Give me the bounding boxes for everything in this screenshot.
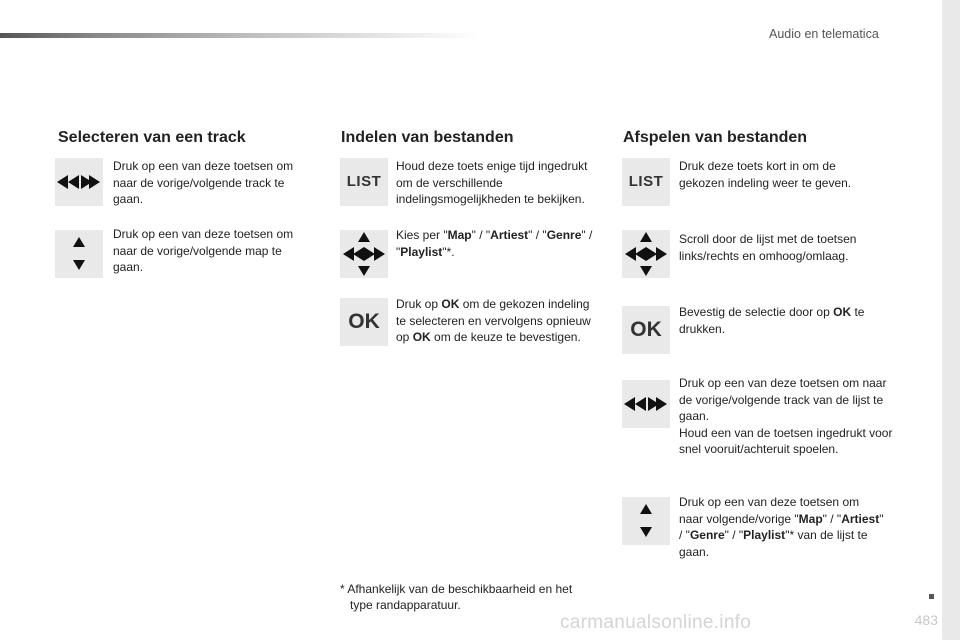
prev-next-icon	[55, 158, 103, 206]
prev-next-icon	[622, 380, 670, 428]
header-rule	[0, 33, 480, 38]
column-title-organise-files: Indelen van bestanden	[341, 129, 514, 146]
page-dot	[929, 594, 934, 599]
section-label: Audio en telematica	[769, 27, 879, 41]
select-track-row-2-text: Druk op een van deze toetsen om naar de vorige/volgende map te gaan.	[113, 227, 294, 274]
footnote: * Afhankelijk van de beschikbaarheid en het type randapparatuur.	[340, 582, 573, 612]
play-row-5-text: Druk op een van deze toetsen om naar volgende/vorige "Map" / "Artiest" / "Genre" / "Playlist"* van de lijst te gaan.	[679, 495, 884, 559]
up-down-icon	[55, 230, 103, 278]
organise-row-3-text: Druk op OK om de gekozen indeling te selecteren en vervolgens opnieuw op OK om de keuze te bevestigen.	[396, 297, 591, 344]
page-side-strip	[942, 0, 960, 640]
ok-button: OK	[622, 306, 670, 354]
up-down-icon	[622, 497, 670, 545]
page-number: 483	[914, 612, 938, 628]
list-button: LIST	[340, 158, 388, 206]
organise-row-2-text: Kies per "Map" / "Artiest" / "Genre" / "Playlist"*.	[396, 228, 593, 259]
list-button: LIST	[622, 158, 670, 206]
ok-button: OK	[340, 298, 388, 346]
watermark-text: carmanualsonline.info	[560, 612, 752, 633]
play-row-4-text: Druk op een van deze toetsen om naar de vorige/volgende track van de lijst te gaan. Houd een van de toetsen ingedrukt voor snel vooruit/achteruit spoelen.	[679, 376, 893, 456]
play-row-1-text: Druk deze toets kort in om de gekozen indeling weer te geven.	[679, 159, 852, 190]
column-title-play-files: Afspelen van bestanden	[623, 129, 808, 146]
four-arrows-icon	[340, 230, 388, 278]
select-track-row-1-text: Druk op een van deze toetsen om naar de vorige/volgende track te gaan.	[113, 159, 294, 206]
column-title-select-track: Selecteren van een track	[58, 129, 246, 146]
play-row-3-text: Bevestig de selectie door op OK te drukken.	[679, 305, 865, 336]
organise-row-1-text: Houd deze toets enige tijd ingedrukt om de verschillende indelingsmogelijkheden te bekijken.	[396, 159, 588, 206]
play-row-2-text: Scroll door de lijst met de toetsen links/rechts en omhoog/omlaag.	[679, 232, 857, 263]
four-arrows-icon	[622, 230, 670, 278]
